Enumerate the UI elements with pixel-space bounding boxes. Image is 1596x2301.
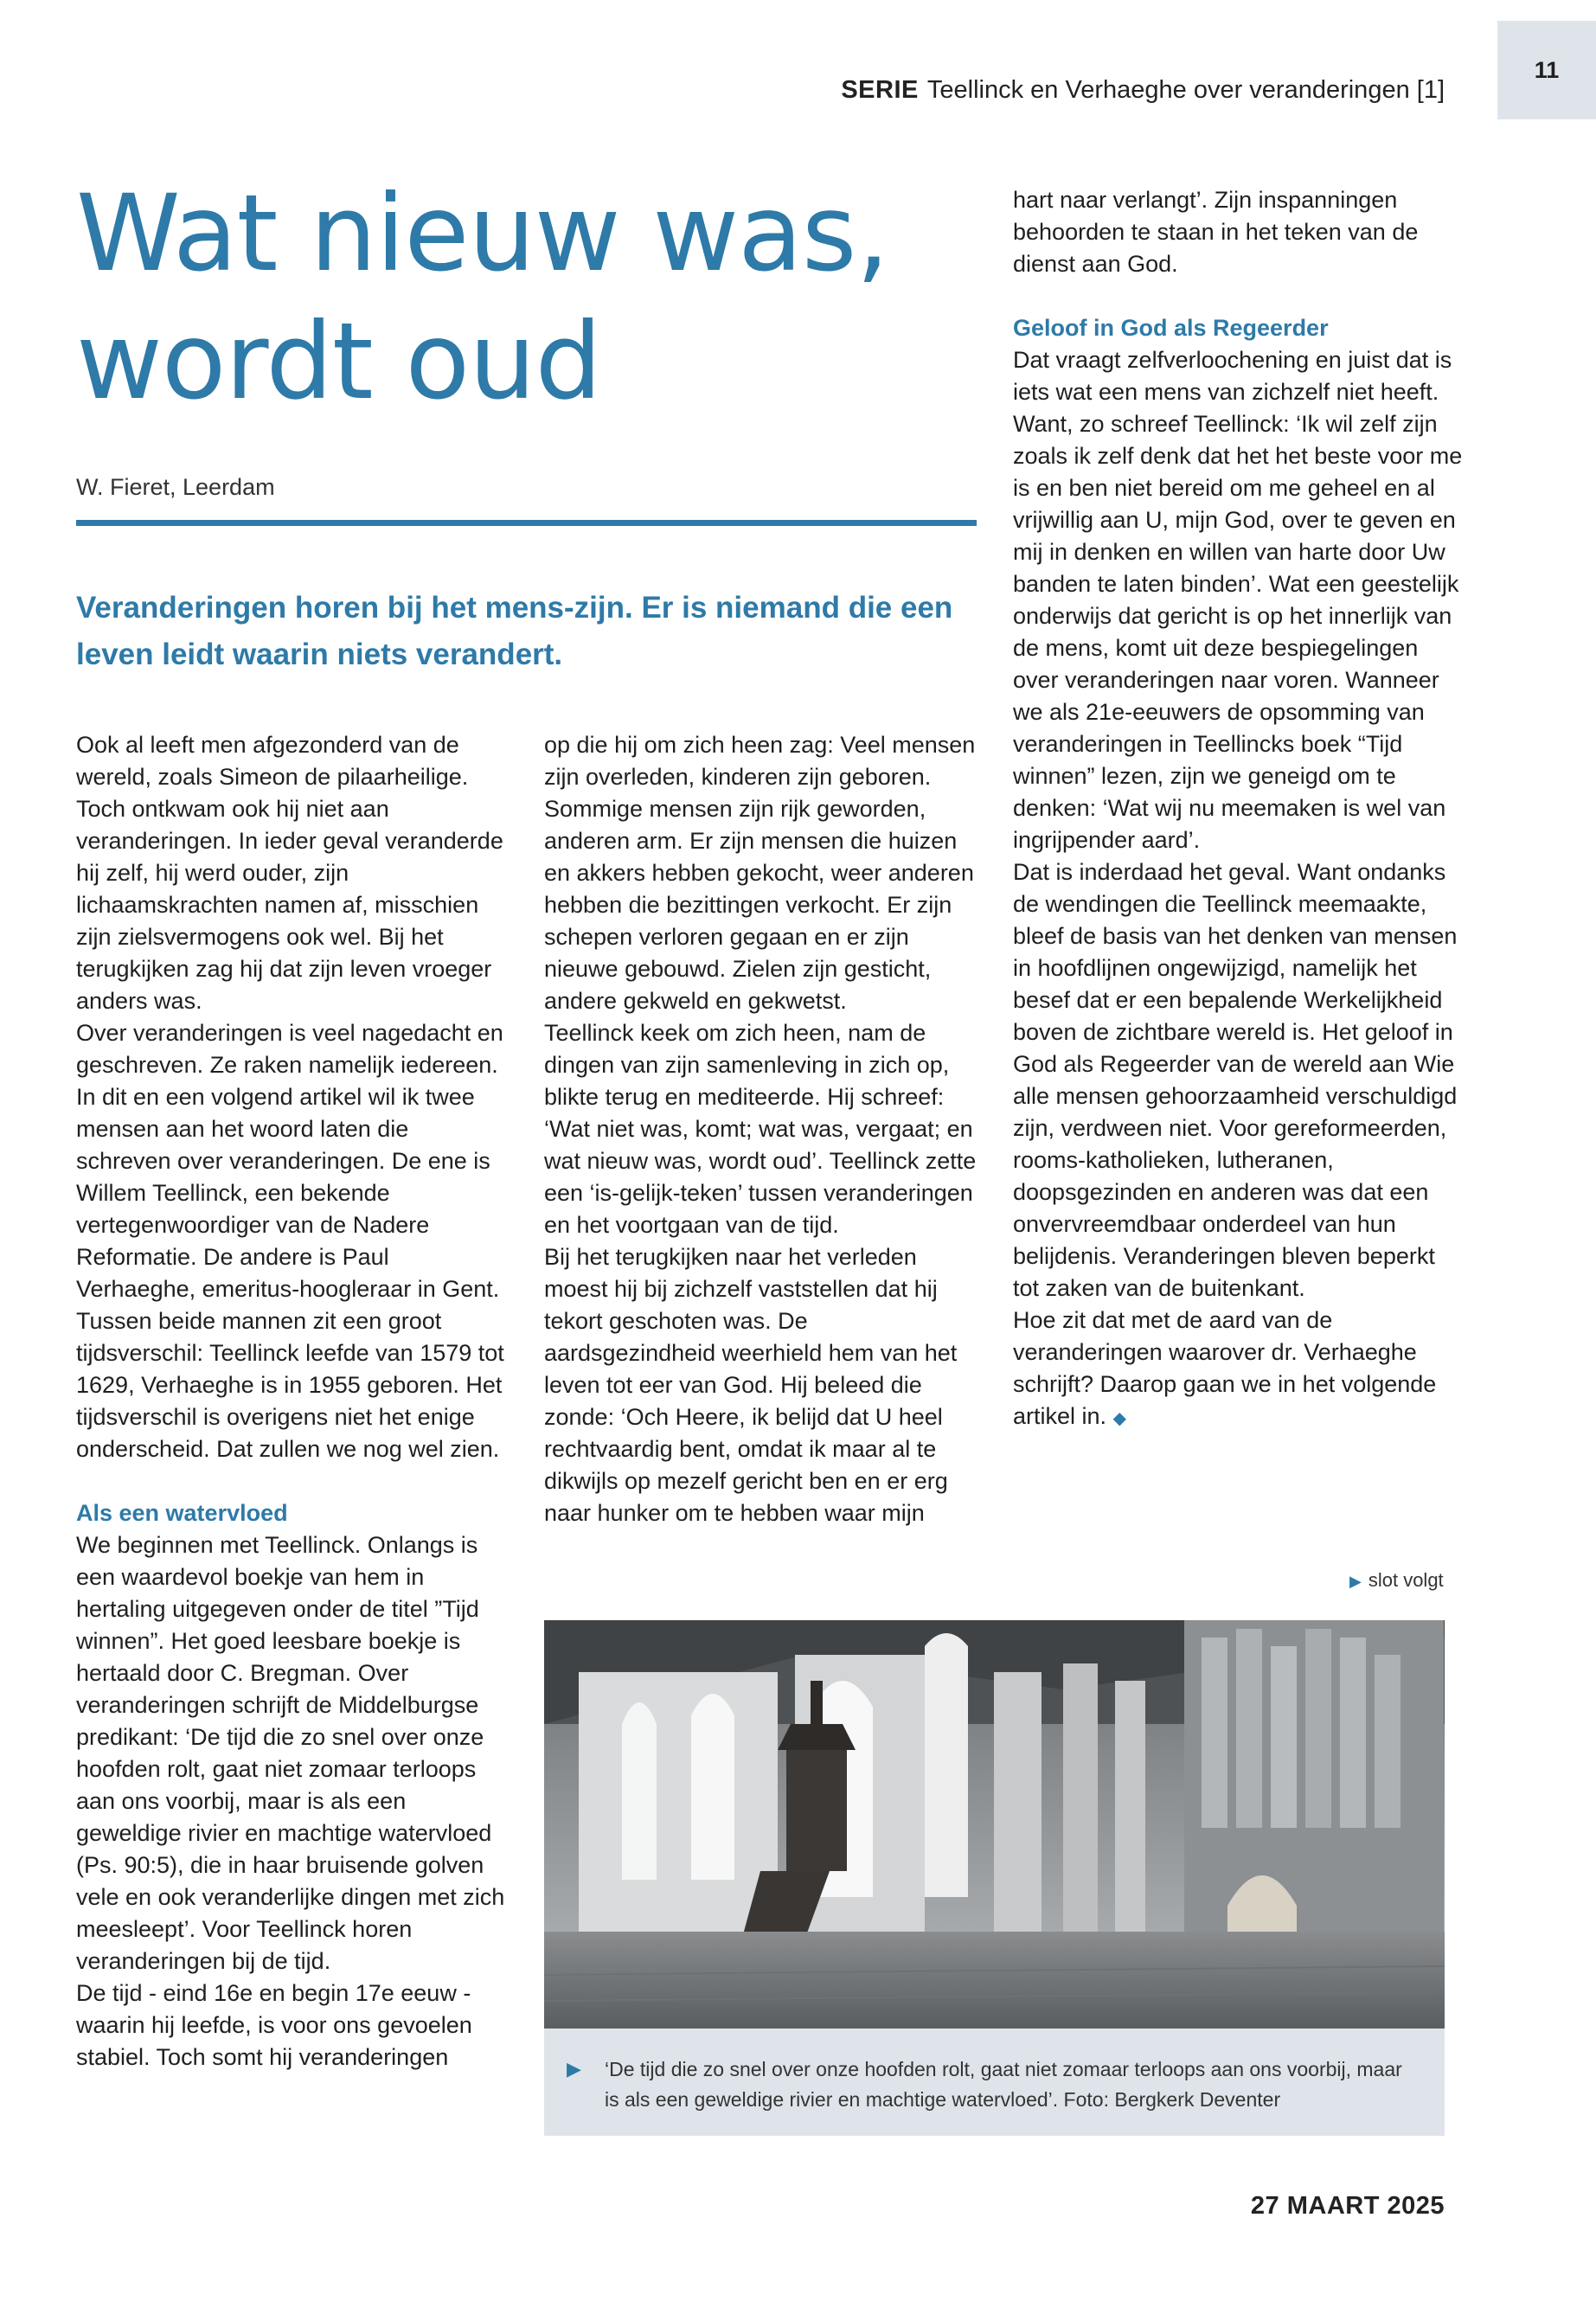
paragraph: op die hij om zich heen zag: Veel mensen zijn overleden, kinderen zijn geboren. Sommige mensen zijn rijk geworden, anderen arm. Er zijn mensen die huizen en akkers hebben gekocht, weer anderen hebben die bezittingen verkocht. Er zijn schepen verloren gegaan en er zijn nieuwe gebouwd. Zielen zijn gesticht, andere gekweld en gekwetst. [544,732,976,1014]
section-heading: Als een watervloed [76,1500,288,1526]
series-label: SERIE [841,76,919,104]
author-byline: W. Fieret, Leerdam [76,474,275,500]
paragraph: We beginnen met Teellinck. Onlangs is een waardevol boekje van hem in hertaling uitgegeven onder de titel ”Tijd winnen”. Het goed leesbare boekje is hertaald door C. Bregman. Over veranderingen schrijft de Middelburgse predikant: ‘De tijd die zo snel over onze hoofden rolt, gaat niet zomaar terloops aan ons voorbij, maar is als een geweldige rivier en machtige watervloed (Ps. 90:5), die in haar bruisende golven vele en ook veranderlijke dingen met zich meesleept’. Voor Teellinck horen veranderingen bij de tijd. [76,1532,505,1974]
paragraph: hart naar verlangt’. Zijn inspanningen behoorden te staan in het teken van de dienst aan God. [1013,187,1419,277]
paragraph: Dat vraagt zelfverloochening en juist dat is iets wat een mens van zichzelf niet heeft. Want, zo schreef Teellinck: ‘Ik wil zelf zijn zoals ik zelf denk dat het het beste voor me is en ben niet bereid om me geheel en al vrijwillig aan U, mijn God, over te geven en mij in denken en willen van harte door Uw banden te laten binden’. Wat een geestelijk onderwijs dat gericht is op het innerlijk van de mens, komt uit deze bespiegelingen over veranderingen naar voren. Wanneer we als 21e-eeuwers de opsomming van veranderingen in Teellincks boek “Tijd winnen” lezen, zijn we geneigd om te denken: ‘Wat wij nu meemaken is wel van ingrijpender aard’. [1013,347,1463,853]
paragraph: Dat is inderdaad het geval. Want ondanks de wendingen die Teellinck meemaakte, bleef de basis van het denken van mensen in hoofdlijnen ongewijzigd, namelijk het besef dat er een bepalende Werkelijkheid boven de zichtbare wereld is. Het geloof in God als Regeerder van de wereld aan Wie alle mensen gehoorzaamheid verschuldigd zijn, verdween niet. Voor gereformeerden, rooms-katholieken, lutheranen, doopsgezinden en anderen was dat een onvervreemdbaar onderdeel van hun belijdenis. Veranderingen bleven beperkt tot zaken van de buitenkant. [1013,859,1458,1301]
paragraph: Over veranderingen is veel nagedacht en geschreven. Ze raken namelijk iedereen. In dit en een volgend artikel wil ik twee mensen aan het woord laten die schreven over veranderingen. De ene is Willem Teellinck, een bekende vertegenwoordiger van de Nadere Reformatie. De andere is Paul Verhaeghe, emeritus-hoogleraar in Gent. Tussen beide mannen zit een groot tijdsverschil: Teellinck leefde van 1579 tot 1629, Verhaeghe is in 1955 geboren. Het tijdsverschil is overigens niet het enige onderscheid. Dat zullen we nog wel zien. [76,1020,504,1462]
text-column-1 [76,729,509,2073]
triangle-right-icon: ▶ [567,2058,581,2080]
photo-illustration [544,1620,1445,2029]
paragraph: Ook al leeft men afgezonderd van de wereld, zoals Simeon de pilaarheilige. Toch ontkwam ook hij niet aan veranderingen. In ieder geval veranderde hij zelf, hij werd ouder, zijn lichaamskrachten namen af, misschien zijn zielsvermogens ook wel. Bij het terugkijken zag hij dat zijn leven vroeger anders was. [76,732,503,1014]
issue-date: 27 MAART 2025 [1250,2192,1445,2220]
page-number: 11 [1497,21,1596,119]
lead-paragraph: Veranderingen horen bij het mens-zijn. Er is niemand die een leven leidt waarin niets verandert. [76,591,953,671]
running-header [841,76,1445,105]
title-line-2: wordt oud [76,300,601,423]
divider-rule [76,520,977,526]
paragraph: De tijd - eind 16e en begin 17e eeuw - waarin hij leefde, is voor ons gevoelen stabiel. Toch somt hij veranderingen [76,1980,472,2070]
paragraph: Bij het terugkijken naar het verleden moest hij bij zichzelf vaststellen dat hij tekort geschoten was. De aardsgezindheid weerhield hem van het leven tot eer van God. Hij beleed die zonde: ‘Och Heere, ik belijd dat U heel rechtvaardig bent, omdat ik maar al te dikwijls op mezelf gericht ben en er erg naar hunker om te hebben waar mijn [544,1244,958,1526]
church-interior-photo [544,1620,1445,2029]
paragraph: Teellinck keek om zich heen, nam de dingen van zijn samenleving in zich op, blikte terug en mediteerde. Hij schreef: ‘Wat niet was, komt; wat was, vergaat; en wat nieuw was, wordt oud’. Teellinck zette een ‘is-gelijk-teken’ tussen veranderingen en het voortgaan van de tijd. [544,1020,977,1238]
photo-caption [544,2029,1445,2136]
text-column-3 [1013,184,1463,1435]
caption-text: ‘De tijd die zo snel over onze hoofden rolt, gaat niet zomaar terloops aan ons voorbij, maar is als een geweldige rivier en machtige watervloed’. Foto: Bergkerk Deventer [605,2058,1402,2111]
triangle-right-icon: ▶ [1349,1573,1362,1590]
end-mark-icon: ◆ [1112,1409,1126,1428]
section-heading: Geloof in God als Regeerder [1013,315,1329,341]
text-column-2 [544,729,977,1529]
article-title [76,170,888,426]
closing-text: Hoe zit dat met de aard van de veranderingen waarover dr. Verhaeghe schrijft? Daarop gaan we in het volgende artikel in. [1013,1307,1437,1429]
series-title: Teellinck en Verhaeghe over veranderingen [1] [926,76,1445,104]
paragraph [1013,1304,1463,1435]
continued-note [1349,1569,1444,1592]
title-line-1: Wat nieuw was, [76,172,889,295]
continued-label: slot volgt [1368,1569,1444,1591]
